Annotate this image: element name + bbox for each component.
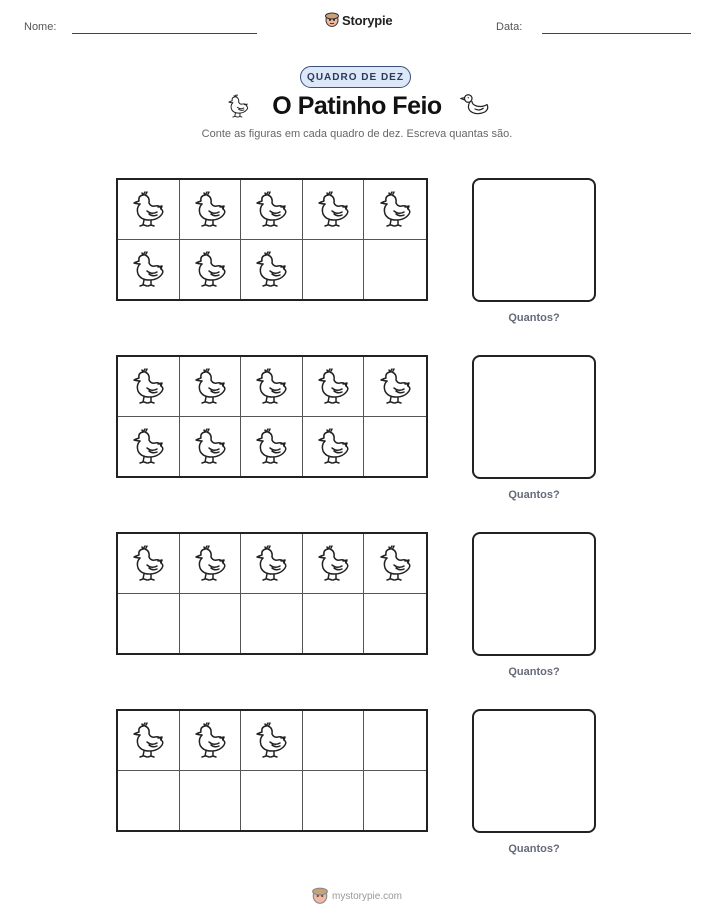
ten-frame-cell [118,357,180,417]
duckling-icon [375,365,415,407]
ten-frame-cell [241,357,303,417]
ten-frame [116,532,428,655]
ten-frame-cell [364,534,426,594]
ten-frame-cell [118,180,180,240]
duckling-icon [128,188,168,230]
ten-frame-cell [303,771,365,831]
duckling-icon [251,425,291,467]
duckling-icon [190,188,230,230]
duckling-icon [375,542,415,584]
ten-frame-cell [118,417,180,477]
ten-frame [116,178,428,301]
ten-frame-cell [303,240,365,300]
ten-frame-cell [118,711,180,771]
answer-box[interactable] [472,355,596,479]
ten-frame-cell [118,771,180,831]
footer [0,887,714,905]
duckling-icon [190,719,230,761]
duckling-icon [313,365,353,407]
duckling-icon [251,542,291,584]
instructions: Conte as figuras em cada quadro de dez. Escreva quantas são. [201,128,513,140]
answer-box[interactable] [472,532,596,656]
duckling-icon [128,248,168,290]
duckling-icon [128,719,168,761]
date-line[interactable] [542,33,691,34]
duck-icon [460,91,490,121]
worksheet-type-badge: QUADRO DE DEZ [300,66,411,88]
ten-frame-cell [364,594,426,654]
duckling-icon [190,542,230,584]
answer-label: Quantos? [508,489,560,501]
ten-frame [116,355,428,478]
ten-frame-cell [118,240,180,300]
answer-box[interactable] [472,709,596,833]
ten-frame-cell [303,180,365,240]
duckling-icon [251,719,291,761]
duckling-icon [190,365,230,407]
duckling-icon [190,425,230,467]
ten-frame-cell [241,417,303,477]
name-line[interactable] [72,33,257,34]
duckling-icon [128,365,168,407]
page-title: O Patinho Feio [272,92,442,120]
duckling-icon [190,248,230,290]
ten-frame-cell [180,180,242,240]
ten-frame-cell [118,534,180,594]
duckling-icon [313,425,353,467]
answer-box[interactable] [472,178,596,302]
ten-frame-cell [303,417,365,477]
ten-frame-cell [180,534,242,594]
duckling-icon [313,188,353,230]
ten-frame-cell [303,534,365,594]
ten-frame-cell [180,771,242,831]
ten-frame-cell [180,594,242,654]
ten-frame-cell [364,711,426,771]
storypie-logo-icon [312,887,328,905]
ten-frame-cell [303,711,365,771]
ten-frame [116,709,428,832]
duckling-icon [251,365,291,407]
storypie-logo-icon [325,12,339,28]
ten-frame-cell [364,771,426,831]
duckling-icon [128,542,168,584]
ten-frame-cell [364,357,426,417]
ten-frame-cell [241,180,303,240]
duckling-icon [313,542,353,584]
brand [325,12,392,28]
date-label: Data: [496,21,523,33]
footer-url: mystorypie.com [331,890,402,902]
duckling-icon [375,188,415,230]
ten-frame-cell [303,357,365,417]
ten-frame-cell [180,417,242,477]
answer-label: Quantos? [508,312,560,324]
ten-frame-cell [180,240,242,300]
brand-name: Storypie [342,12,393,28]
ten-frame-cell [241,594,303,654]
duckling-icon [251,248,291,290]
ten-frame-cell [364,240,426,300]
ten-frame-cell [118,594,180,654]
name-label: Nome: [24,21,57,33]
answer-label: Quantos? [508,843,560,855]
ten-frame-cell [241,771,303,831]
ten-frame-cell [241,711,303,771]
ten-frame-cell [180,711,242,771]
ten-frame-cell [364,180,426,240]
duckling-icon [251,188,291,230]
duckling-icon [128,425,168,467]
ten-frame-cell [241,240,303,300]
ten-frame-cell [303,594,365,654]
ten-frame-cell [364,417,426,477]
answer-label: Quantos? [508,666,560,678]
ten-frame-cell [241,534,303,594]
ten-frame-cell [180,357,242,417]
